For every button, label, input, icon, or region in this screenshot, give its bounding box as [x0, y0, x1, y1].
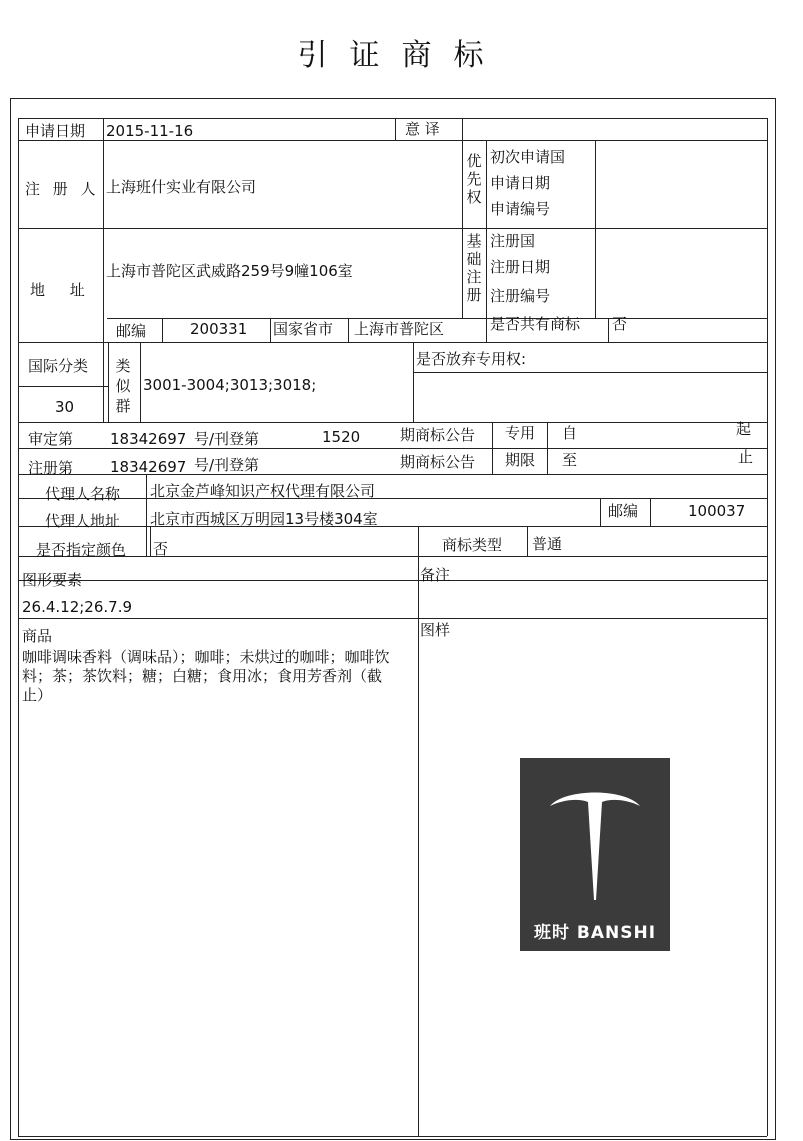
line	[18, 228, 767, 229]
reg-issue-label: 号/刊登第	[194, 456, 260, 474]
exam-issue: 1520	[322, 428, 361, 446]
logo-text: 班时 BANSHI	[533, 923, 657, 943]
postcode-value: 200331	[190, 320, 248, 338]
registration-number-label: 注册编号	[490, 287, 551, 305]
line	[107, 318, 767, 319]
line	[486, 140, 487, 342]
from-label: 自	[562, 424, 578, 442]
t-emblem-icon	[520, 758, 670, 908]
line	[18, 580, 767, 581]
line	[18, 140, 767, 141]
line	[18, 118, 767, 119]
line	[413, 372, 767, 373]
line	[418, 526, 419, 1136]
figure-elements-label: 图形要素	[22, 571, 83, 589]
line	[162, 318, 163, 342]
start-label: 起	[736, 420, 752, 438]
line	[18, 498, 767, 499]
exam-label: 审定第	[28, 430, 74, 448]
line	[18, 386, 108, 387]
period-label: 期限	[505, 451, 536, 469]
line	[462, 118, 463, 318]
line	[18, 448, 767, 449]
goods-label: 商品	[22, 627, 53, 645]
mark-type-label: 商标类型	[442, 536, 503, 554]
line	[600, 498, 601, 526]
agent-name-value: 北京金芦峰知识产权代理有限公司	[150, 482, 376, 500]
line	[270, 318, 271, 342]
country-city-value: 上海市普陀区	[354, 320, 445, 338]
address-label: 地 址	[30, 281, 95, 299]
line	[608, 318, 609, 342]
intl-class-value: 30	[55, 398, 75, 416]
line	[595, 140, 596, 318]
application-date-value: 2015-11-16	[106, 122, 194, 140]
to-label: 至	[562, 451, 578, 469]
figure-elements-value: 26.4.12;26.7.9	[22, 598, 133, 616]
reg-gazette-label: 期商标公告	[400, 453, 476, 471]
line	[103, 118, 104, 422]
meaning-label: 意 译	[405, 120, 440, 138]
agent-name-label: 代理人名称	[45, 485, 121, 503]
mark-type-value: 普通	[532, 535, 563, 553]
registrant-label: 注 册 人	[25, 180, 100, 198]
shared-mark-value: 否	[612, 315, 628, 333]
agent-postcode-value: 100037	[688, 502, 746, 520]
line	[527, 526, 528, 556]
trademark-logo	[520, 758, 670, 951]
end-label: 止	[738, 448, 754, 466]
similar-group-label: 类似群	[115, 357, 131, 415]
reg-number: 18342697	[110, 458, 187, 476]
postcode-label: 邮编	[116, 322, 147, 340]
line	[413, 342, 414, 422]
agent-postcode-label: 邮编	[608, 502, 639, 520]
address-value: 上海市普陀区武威路259号9幢106室	[106, 262, 353, 280]
shared-mark-label: 是否共有商标	[490, 315, 581, 333]
priority-number-label: 申请编号	[490, 200, 551, 218]
reg-label: 注册第	[28, 459, 74, 477]
similar-groups-value: 3001-3004;3013;3018;	[143, 376, 317, 394]
exam-issue-label: 号/刊登第	[194, 430, 260, 448]
line	[18, 556, 767, 557]
line	[18, 422, 767, 423]
line	[18, 342, 767, 343]
country-city-label: 国家省市	[273, 320, 334, 338]
line	[150, 526, 151, 556]
page-title: 引证商标	[297, 38, 506, 73]
line	[146, 474, 147, 556]
line	[348, 318, 349, 342]
line	[767, 118, 768, 1136]
remarks-label: 备注	[420, 566, 451, 584]
goods-list: 咖啡调味香料（调味品）；咖啡；未烘过的咖啡；咖啡饮料；茶；茶饮料；糖；白糖；食用冰；食用芳香剂（截止）	[22, 648, 390, 704]
registrant-value: 上海班什实业有限公司	[106, 178, 257, 196]
color-label: 是否指定颜色	[36, 541, 127, 559]
line	[492, 422, 493, 474]
application-date-label: 申请日期	[25, 122, 86, 140]
line	[18, 118, 19, 1136]
registration-date-label: 注册日期	[490, 258, 551, 276]
sample-label: 图样	[420, 621, 451, 639]
color-value: 否	[153, 540, 169, 558]
agent-address-value: 北京市西城区万明园13号楼304室	[150, 510, 378, 528]
basic-registration-label: 基础注册	[466, 232, 482, 304]
priority-date-label: 申请日期	[490, 174, 551, 192]
exam-gazette-label: 期商标公告	[400, 426, 476, 444]
exam-number: 18342697	[110, 430, 187, 448]
registration-country-label: 注册国	[490, 232, 536, 250]
line	[140, 342, 141, 422]
line	[395, 118, 396, 140]
line	[547, 422, 548, 474]
waive-label: 是否放弃专用权:	[416, 350, 527, 368]
intl-class-label: 国际分类	[28, 357, 89, 375]
line	[650, 498, 651, 526]
line	[18, 526, 767, 527]
line	[18, 1136, 767, 1137]
first-country-label: 初次申请国	[490, 148, 566, 166]
line	[108, 342, 109, 422]
exclusive-label: 专用	[505, 424, 536, 442]
priority-label: 优先权	[466, 152, 482, 206]
line	[18, 618, 767, 619]
trademark-form-frame	[10, 98, 776, 1140]
agent-address-label: 代理人地址	[45, 512, 121, 530]
